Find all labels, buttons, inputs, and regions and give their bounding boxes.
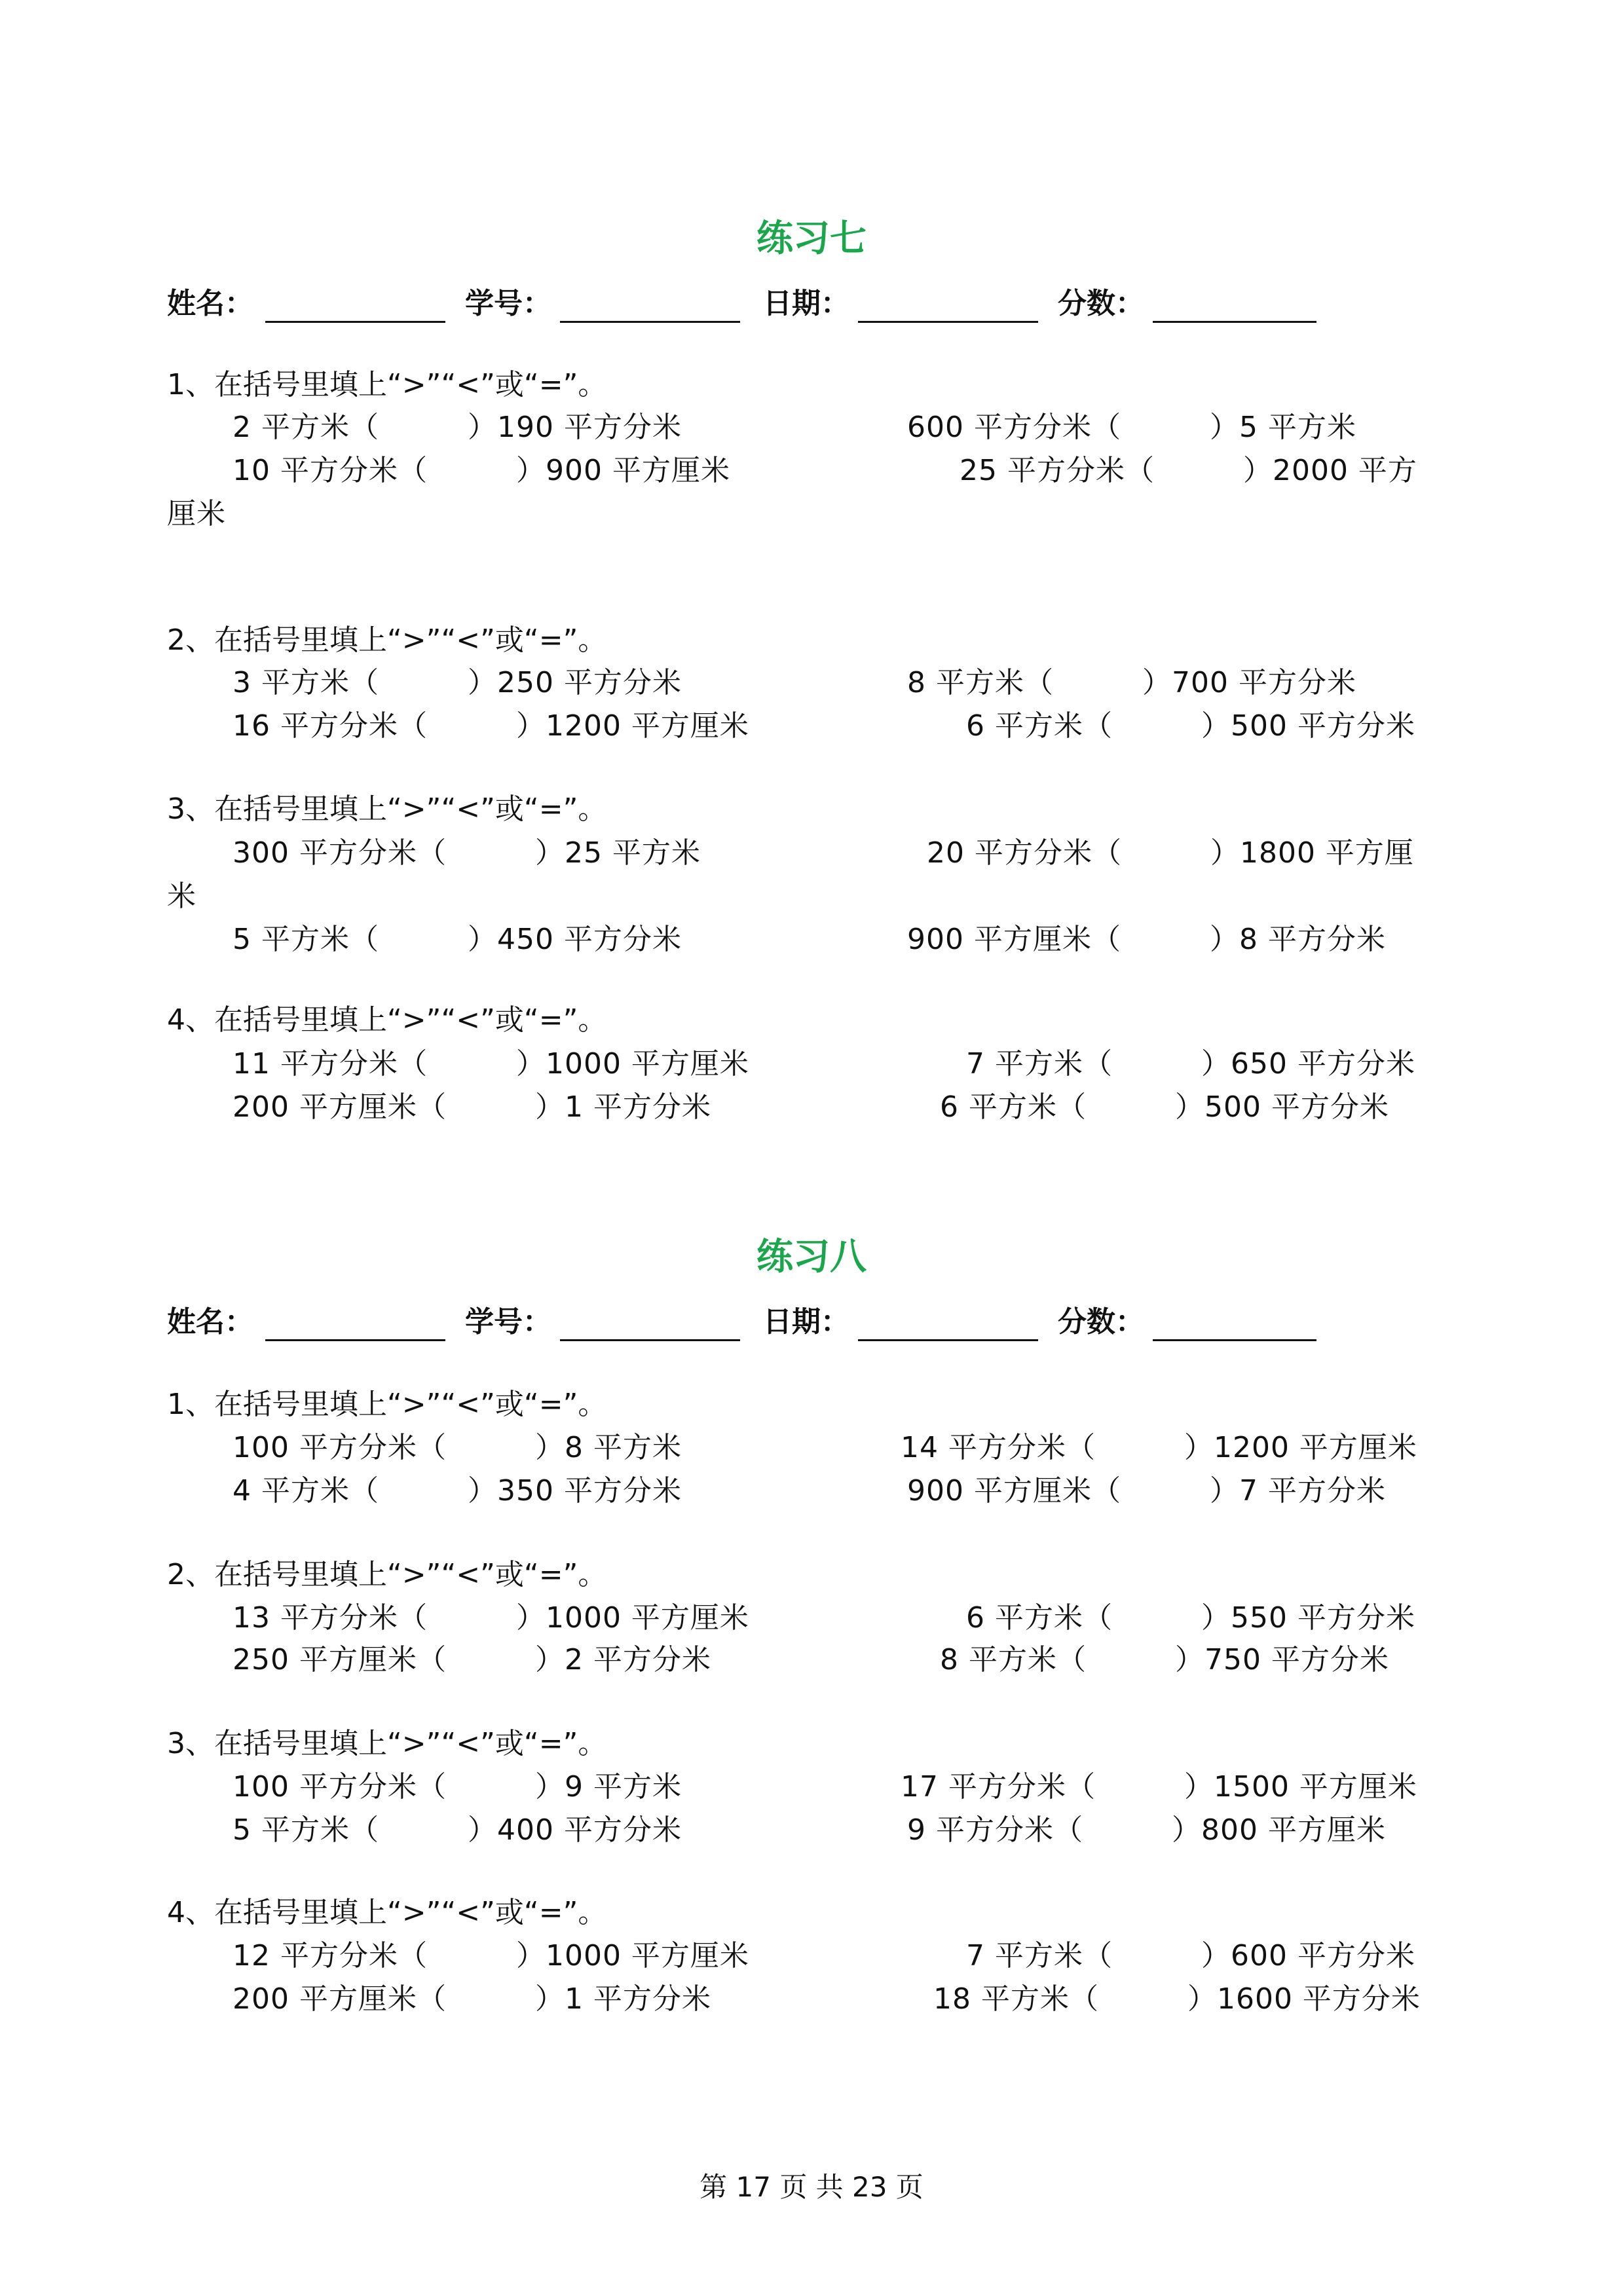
compare-item[interactable]: 8 平方米（ ）750 平方分米 [940,1643,1389,1676]
compare-item[interactable]: 25 平方分米（ ）2000 平方 [960,454,1417,487]
date-blank[interactable] [858,1339,1038,1341]
date-blank[interactable] [858,321,1038,323]
id-blank[interactable] [560,321,740,323]
question-heading: 3、在括号里填上“>”“<”或“=”。 [167,1727,607,1760]
compare-item-wrap: 厘米 [167,497,226,530]
question-heading: 4、在括号里填上“>”“<”或“=”。 [167,1003,607,1037]
score-blank[interactable] [1153,1339,1316,1341]
date-label: 日期： [763,1305,849,1339]
question-heading: 2、在括号里填上“>”“<”或“=”。 [167,623,607,657]
name-blank[interactable] [265,1339,445,1341]
compare-item[interactable]: 900 平方厘米（ ）8 平方分米 [907,923,1386,956]
name-label: 姓名： [167,287,253,320]
compare-item[interactable]: 12 平方分米（ ）1000 平方厘米 [233,1939,749,1972]
name-field[interactable] [167,282,449,327]
score-field[interactable] [1058,282,1333,327]
date-label: 日期： [763,287,849,320]
compare-item[interactable]: 6 平方米（ ）500 平方分米 [940,1090,1389,1124]
compare-item[interactable]: 100 平方分米（ ）9 平方米 [233,1770,682,1804]
compare-item[interactable]: 16 平方分米（ ）1200 平方厘米 [233,709,749,743]
name-field[interactable] [167,1300,449,1346]
compare-item[interactable]: 2 平方米（ ）190 平方分米 [233,411,682,444]
compare-item[interactable]: 9 平方分米（ ）800 平方厘米 [907,1813,1386,1847]
compare-item[interactable]: 13 平方分米（ ）1000 平方厘米 [233,1601,749,1635]
compare-item[interactable]: 250 平方厘米（ ）2 平方分米 [233,1643,711,1676]
compare-item[interactable]: 20 平方分米（ ）1800 平方厘 [927,836,1414,870]
compare-item[interactable]: 7 平方米（ ）600 平方分米 [966,1939,1415,1972]
question-heading: 1、在括号里填上“>”“<”或“=”。 [167,368,607,401]
question-heading: 2、在括号里填上“>”“<”或“=”。 [167,1558,607,1591]
compare-item[interactable]: 14 平方分米（ ）1200 平方厘米 [901,1431,1417,1464]
id-label: 学号： [465,1305,551,1339]
compare-item[interactable]: 900 平方厘米（ ）7 平方分米 [907,1474,1386,1508]
id-label: 学号： [465,287,551,320]
compare-item[interactable]: 100 平方分米（ ）8 平方米 [233,1431,682,1464]
compare-item[interactable]: 6 平方米（ ）500 平方分米 [966,709,1415,743]
date-field[interactable] [763,282,1045,327]
compare-item[interactable]: 18 平方米（ ）1600 平方分米 [933,1982,1421,2016]
exercise7-title: 练习七 [756,217,867,260]
compare-item[interactable]: 11 平方分米（ ）1000 平方厘米 [233,1047,749,1081]
name-label: 姓名： [167,1305,253,1339]
compare-item[interactable]: 4 平方米（ ）350 平方分米 [233,1474,682,1508]
compare-item-wrap: 米 [167,880,196,913]
compare-item[interactable]: 8 平方米（ ）700 平方分米 [907,666,1356,699]
page-footer: 第 17 页 共 23 页 [700,2171,923,2203]
score-blank[interactable] [1153,321,1316,323]
compare-item[interactable]: 7 平方米（ ）650 平方分米 [966,1047,1415,1081]
student-info-row [167,1300,1346,1346]
name-blank[interactable] [265,321,445,323]
exercise8-title: 练习八 [756,1236,867,1278]
question-heading: 1、在括号里填上“>”“<”或“=”。 [167,1388,607,1421]
compare-item[interactable]: 5 平方米（ ）400 平方分米 [233,1813,682,1847]
compare-item[interactable]: 600 平方分米（ ）5 平方米 [907,411,1356,444]
compare-item[interactable]: 300 平方分米（ ）25 平方米 [233,836,701,870]
compare-item[interactable]: 6 平方米（ ）550 平方分米 [966,1601,1415,1635]
id-field[interactable] [465,1300,747,1346]
score-label: 分数： [1058,287,1144,320]
date-field[interactable] [763,1300,1045,1346]
score-field[interactable] [1058,1300,1333,1346]
compare-item[interactable]: 10 平方分米（ ）900 平方厘米 [233,454,730,487]
question-heading: 3、在括号里填上“>”“<”或“=”。 [167,792,607,826]
compare-item[interactable]: 5 平方米（ ）450 平方分米 [233,923,682,956]
student-info-row [167,282,1346,327]
compare-item[interactable]: 200 平方厘米（ ）1 平方分米 [233,1090,711,1124]
id-field[interactable] [465,282,747,327]
id-blank[interactable] [560,1339,740,1341]
score-label: 分数： [1058,1305,1144,1339]
compare-item[interactable]: 200 平方厘米（ ）1 平方分米 [233,1982,711,2016]
question-heading: 4、在括号里填上“>”“<”或“=”。 [167,1896,607,1929]
compare-item[interactable]: 3 平方米（ ）250 平方分米 [233,666,682,699]
compare-item[interactable]: 17 平方分米（ ）1500 平方厘米 [901,1770,1417,1804]
